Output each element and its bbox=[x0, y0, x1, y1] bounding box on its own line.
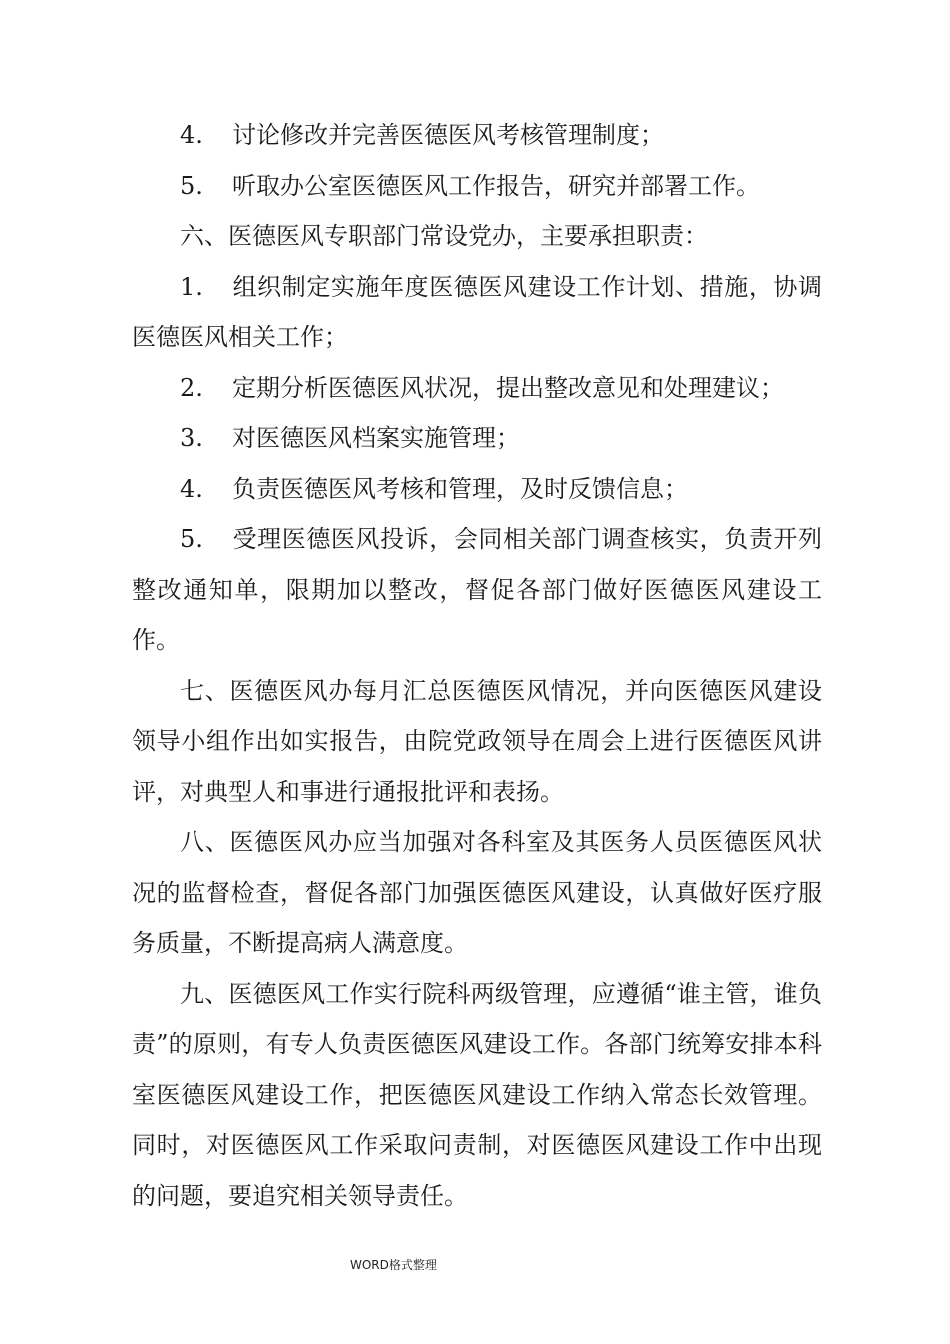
section-paragraph: 八、医德医风办应当加强对各科室及其医务人员医德医风状况的监督检查，督促各部门加强医德医风建设，认真做好医疗服务质量，不断提高病人满意度。 bbox=[132, 828, 822, 957]
item-number: 2. bbox=[180, 373, 203, 402]
page-footer: WORD格式整理 bbox=[350, 1258, 437, 1272]
item-text: 对医德医风档案实施管理； bbox=[232, 424, 520, 452]
item-number: 5. bbox=[180, 525, 203, 553]
item-number: 5. bbox=[180, 171, 203, 200]
document-body bbox=[132, 110, 822, 1221]
item-number: 3. bbox=[180, 424, 203, 452]
section-paragraph: 六、医德医风专职部门常设党办，主要承担职责： bbox=[180, 222, 708, 250]
list-item bbox=[132, 363, 822, 414]
list-item bbox=[132, 110, 822, 161]
item-number: 4. bbox=[180, 474, 203, 503]
item-number: 1. bbox=[180, 272, 203, 301]
list-item bbox=[132, 514, 822, 666]
item-number: 4. bbox=[180, 121, 203, 149]
list-item bbox=[132, 464, 822, 515]
item-text: 定期分析医德医风状况，提出整改意见和处理建议； bbox=[232, 373, 784, 402]
list-item bbox=[132, 413, 822, 464]
list-item bbox=[132, 262, 822, 363]
list-item bbox=[132, 161, 822, 212]
item-text: 听取办公室医德医风工作报告，研究并部署工作。 bbox=[232, 171, 760, 200]
section-paragraph: 九、医德医风工作实行院科两级管理，应遵循“谁主管，谁负责”的原则，有专人负责医德医风建设工作。各部门统筹安排本科室医德医风建设工作，把医德医风建设工作纳入常态长效管理。同时，对医德医风工作采取问责制，对医德医风建设工作中出现的问题，要追究相关领导责任。 bbox=[132, 979, 822, 1210]
item-text: 负责医德医风考核和管理，及时反馈信息； bbox=[232, 474, 688, 503]
item-text: 受理医德医风投诉，会同相关部门调查核实，负责开列整改通知单，限期加以整改，督促各部门做好医德医风建设工作。 bbox=[132, 525, 822, 654]
item-text: 组织制定实施年度医德医风建设工作计划、措施，协调医德医风相关工作； bbox=[132, 272, 822, 351]
item-text: 讨论修改并完善医德医风考核管理制度； bbox=[232, 121, 664, 149]
section-paragraph: 七、医德医风办每月汇总医德医风情况，并向医德医风建设领导小组作出如实报告，由院党政领导在周会上进行医德医风讲评，对典型人和事进行通报批评和表扬。 bbox=[132, 676, 822, 806]
